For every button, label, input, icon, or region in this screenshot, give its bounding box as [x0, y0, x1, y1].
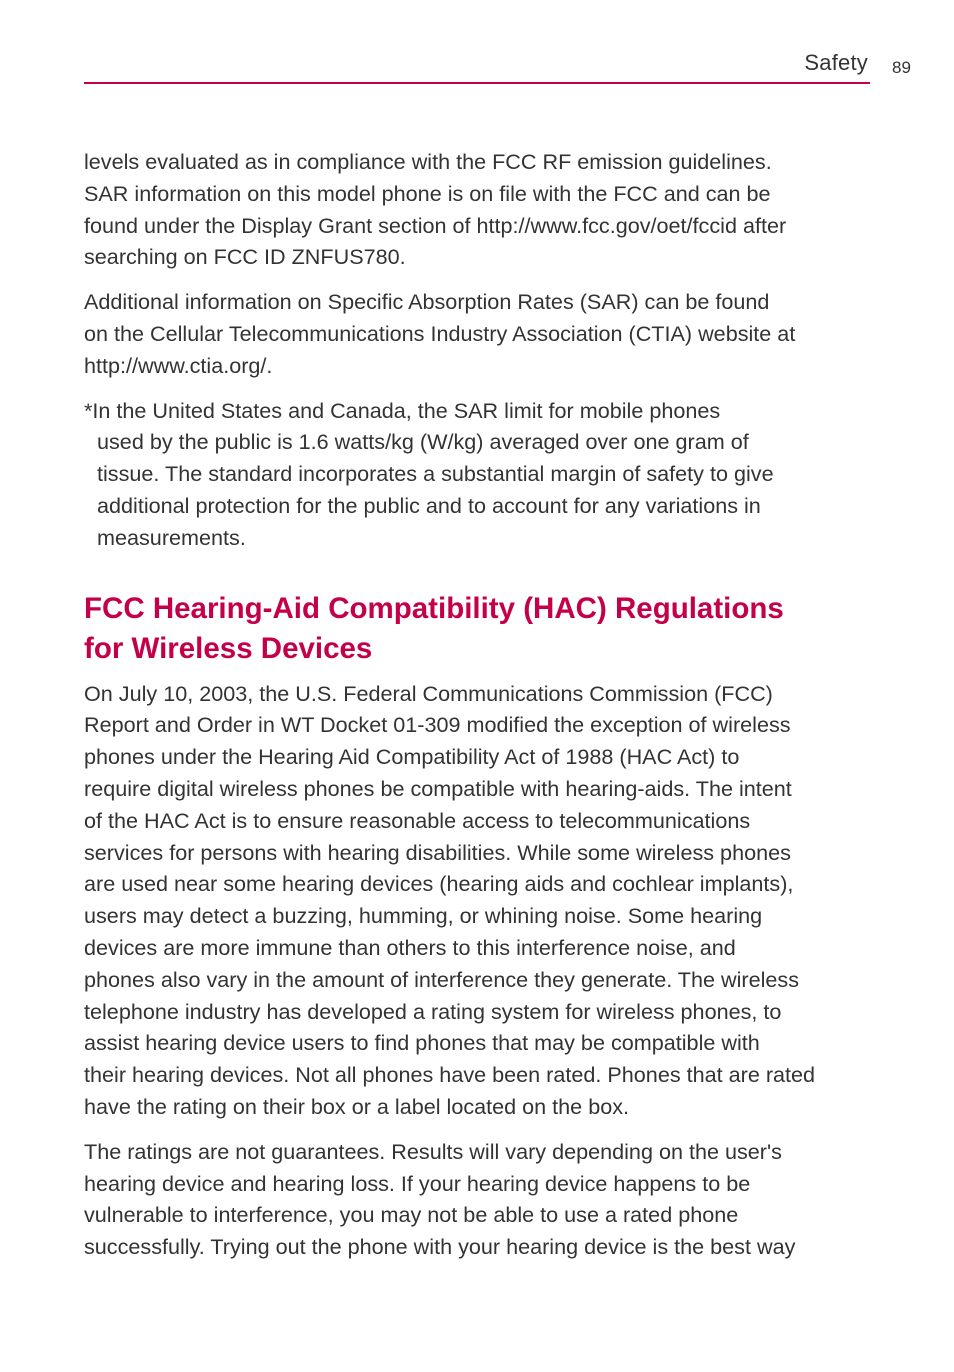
sar-limit-note — [84, 395, 874, 554]
text-line: Additional information on Specific Absorption Rates (SAR) can be found — [84, 289, 770, 315]
text-line: their hearing devices. Not all phones have been rated. Phones that are rated — [84, 1062, 816, 1088]
text-line: of the HAC Act is to ensure reasonable access to telecommunications — [84, 807, 751, 833]
text-line: The ratings are not guarantees. Results will vary depending on the user's — [84, 1138, 782, 1164]
text-line: tissue. The standard incorporates a substantial margin of safety to give — [97, 461, 774, 487]
page-header — [84, 44, 870, 84]
text-line: phones under the Hearing Aid Compatibility Act of 1988 (HAC Act) to — [84, 744, 740, 770]
text-line: On July 10, 2003, the U.S. Federal Communications Commission (FCC) — [84, 680, 773, 706]
text-line: http://www.ctia.org/. — [84, 352, 273, 378]
text-line: Report and Order in WT Docket 01-309 modified the exception of wireless — [84, 712, 791, 738]
text-line: users may detect a buzzing, humming, or whining noise. Some hearing — [84, 903, 763, 929]
text-line: devices are more immune than others to this interference noise, and — [84, 934, 736, 960]
page-content — [84, 146, 874, 1276]
text-line: searching on FCC ID ZNFUS780. — [84, 244, 406, 270]
text-line: additional protection for the public and to account for any variations in — [97, 492, 761, 518]
paragraph-sar-filing — [84, 146, 874, 273]
text-line: measurements. — [97, 524, 246, 550]
text-line: have the rating on their box or a label located on the box. — [84, 1093, 630, 1119]
section-heading-hac — [84, 589, 874, 669]
text-line: *In the United States and Canada, the SAR limit for mobile phones — [84, 397, 721, 423]
text-line: on the Cellular Telecommunications Industry Association (CTIA) website at — [84, 320, 796, 346]
text-line: SAR information on this model phone is on file with the FCC and can be — [84, 180, 771, 206]
text-line: vulnerable to interference, you may not be able to use a rated phone — [84, 1202, 739, 1228]
text-line: are used near some hearing devices (hearing aids and cochlear implants), — [84, 871, 794, 897]
page-number: 89 — [892, 58, 911, 77]
text-line: phones also vary in the amount of interference they generate. The wireless — [84, 966, 800, 992]
paragraph-sar-additional-info — [84, 286, 874, 381]
heading-line: FCC Hearing-Aid Compatibility (HAC) Regulations — [84, 591, 784, 625]
text-line: levels evaluated as in compliance with the FCC RF emission guidelines. — [84, 149, 772, 174]
text-line: assist hearing device users to find phones that may be compatible with — [84, 1030, 760, 1056]
section-title: Safety — [804, 50, 868, 75]
text-line: telephone industry has developed a rating system for wireless phones, to — [84, 998, 782, 1024]
heading-line: for Wireless Devices — [84, 631, 373, 665]
paragraph-hac-regulations — [84, 678, 874, 1123]
text-line: require digital wireless phones be compatible with hearing-aids. The intent — [84, 775, 792, 801]
text-line: hearing device and hearing loss. If your hearing device happens to be — [84, 1170, 751, 1196]
text-line: found under the Display Grant section of http://www.fcc.gov/oet/fccid after — [84, 212, 787, 238]
text-line: services for persons with hearing disabilities. While some wireless phones — [84, 839, 791, 865]
text-line: successfully. Trying out the phone with your hearing device is the best way — [84, 1234, 796, 1260]
paragraph-ratings-disclaimer — [84, 1136, 874, 1263]
text-line: used by the public is 1.6 watts/kg (W/kg) averaged over one gram of — [97, 429, 749, 455]
